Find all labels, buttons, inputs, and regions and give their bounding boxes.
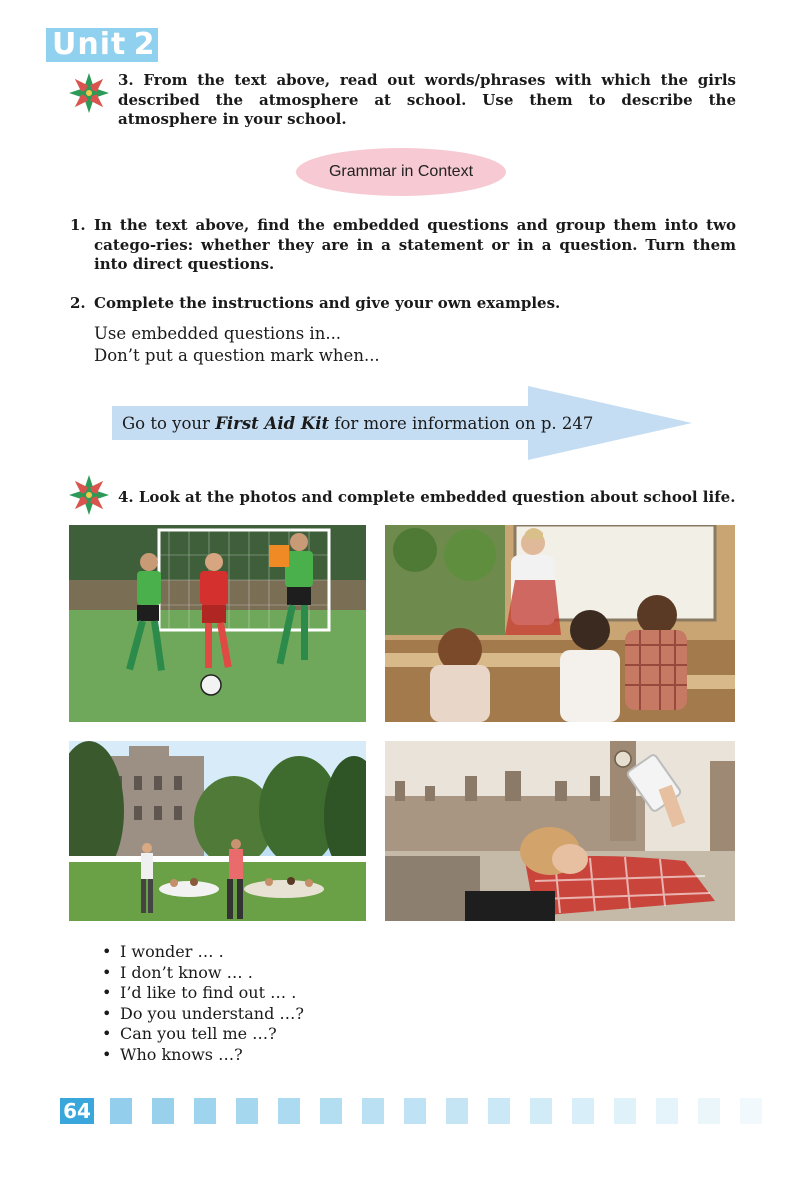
footer-square — [278, 1098, 300, 1124]
footer-square — [404, 1098, 426, 1124]
callout-prefix: Go to your — [122, 414, 216, 433]
list-item: • Can you tell me …? — [102, 1024, 277, 1043]
first-aid-kit-link[interactable] — [122, 413, 593, 435]
grammar-item-number: 2. — [70, 294, 86, 312]
footer-square — [446, 1098, 468, 1124]
list-item: • Who knows …? — [102, 1044, 243, 1064]
star-icon — [68, 474, 110, 516]
star-icon — [68, 72, 110, 114]
page-number: 64 — [60, 1098, 94, 1124]
prompt-text: I wonder … . — [120, 942, 224, 961]
callout-emphasis: First Aid Kit — [215, 414, 330, 433]
footer-square — [614, 1098, 636, 1124]
football-photo-icon — [69, 525, 366, 722]
footer-square — [194, 1098, 216, 1124]
classroom-photo-icon — [385, 525, 735, 722]
grammar-item-text: Complete the instructions and give your own examples. — [94, 294, 561, 312]
campus-lawn-photo-icon — [69, 741, 366, 921]
callout-suffix: for more information on p. 247 — [329, 414, 594, 433]
prompt-list — [102, 942, 304, 1065]
prompt-text: Who knows …? — [120, 1044, 243, 1064]
prompt-text: Can you tell me …? — [120, 1024, 277, 1043]
list-item: • I’d like to find out … . — [102, 983, 297, 1002]
list-item: • Do you understand …? — [102, 1003, 304, 1023]
prompt-text: I don’t know … . — [120, 962, 253, 982]
footer-square — [698, 1098, 720, 1124]
footer-square — [362, 1098, 384, 1124]
task-3-text: 3. From the text above, read out words/phrases with which the girls described the atmosphere at school. Use them to describe the atmosphere in your school. — [118, 71, 736, 128]
instruction-line: Don’t put a question mark when... — [94, 346, 380, 365]
grammar-in-context-label: Grammar in Context — [296, 148, 506, 196]
list-item: • I don’t know … . — [102, 962, 253, 982]
unit-label: Unit — [46, 28, 132, 62]
footer-square — [320, 1098, 342, 1124]
task-4-text: 4. Look at the photos and complete embedded question about school life. — [118, 488, 736, 506]
grammar-item-text: In the text above, find the embedded questions and group them into two catego-ries: whether they are in a statement or in a question. Turn them into direct questions. — [94, 216, 736, 273]
footer-square — [656, 1098, 678, 1124]
grammar-item-number: 1. — [70, 216, 86, 234]
instruction-line: Use embedded questions in... — [94, 324, 342, 343]
list-item: • I wonder … . — [102, 942, 224, 961]
prompt-text: I’d like to find out … . — [120, 983, 297, 1002]
footer-square — [572, 1098, 594, 1124]
grammar-item-2 — [70, 294, 736, 314]
london-tablet-photo-icon — [385, 741, 735, 921]
grammar-item-1 — [70, 216, 736, 275]
footer-square — [152, 1098, 174, 1124]
footer-square — [740, 1098, 762, 1124]
unit-number: 2 — [130, 28, 158, 62]
prompt-text: Do you understand …? — [120, 1003, 304, 1023]
footer-square — [110, 1098, 132, 1124]
footer-square — [236, 1098, 258, 1124]
footer-square — [488, 1098, 510, 1124]
footer-square — [530, 1098, 552, 1124]
